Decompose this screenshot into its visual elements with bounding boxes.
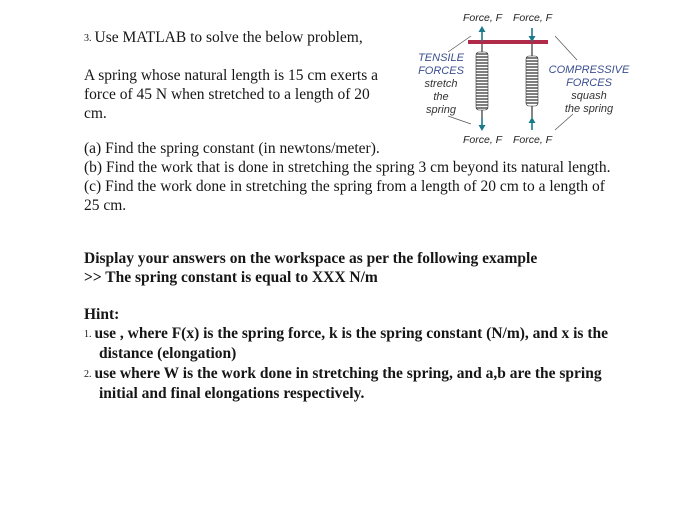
hint-line: use where W is the work done in stretching the spring, and a,b are the spring <box>94 365 602 382</box>
tensile-pointer-top <box>448 36 471 52</box>
hint-number: 2. <box>84 369 92 380</box>
hint-line: use , where F(x) is the spring force, k is the spring constant (N/m), and x is the <box>94 325 609 342</box>
tensile-title: TENSILE <box>418 52 464 64</box>
tensile-desc: spring <box>426 104 456 116</box>
compressive-desc: squash <box>571 90 607 102</box>
statement-line: A spring whose natural length is 15 cm exerts a <box>84 67 379 84</box>
problem-statement <box>84 66 404 123</box>
part-c-cont: 25 cm. <box>84 197 127 214</box>
statement-line: force of 45 N when stretched to a length of 20 <box>84 86 370 103</box>
compressive-pointer-bottom <box>555 114 573 130</box>
bottom-force-right-label: Force, F <box>513 134 553 146</box>
hint-section <box>84 305 684 403</box>
problem-heading <box>84 28 363 48</box>
problem-heading-text: Use MATLAB to solve the below problem, <box>94 29 363 46</box>
tensile-spring <box>476 44 488 118</box>
tensile-desc: stretch <box>424 78 458 90</box>
part-a: (a) Find the spring constant (in newtons/meter). <box>84 140 380 157</box>
compressive-bottom-arrowhead <box>529 117 536 123</box>
top-force-left-label: Force, F <box>463 12 503 24</box>
tensile-pointer-bottom <box>448 116 471 124</box>
tensile-bottom-arrowhead <box>479 125 486 131</box>
hint-line-cont: distance (elongation) <box>99 345 237 362</box>
compressive-pointer-top <box>555 36 577 60</box>
tensile-label <box>411 52 471 117</box>
compressive-label <box>543 64 635 116</box>
bottom-force-left-label: Force, F <box>463 134 503 146</box>
tensile-desc: the <box>433 91 449 103</box>
display-instructions <box>84 249 684 287</box>
statement-line: cm. <box>84 105 107 122</box>
part-b: (b) Find the work that is done in stretching the spring 3 cm beyond its natural length. <box>84 159 611 176</box>
compressive-spring <box>526 44 538 118</box>
tensile-subtitle: FORCES <box>418 65 464 77</box>
part-c: (c) Find the work done in stretching the spring from a length of 20 cm to a length of <box>84 178 605 195</box>
problem-number: 3. <box>84 33 92 44</box>
hint-line-cont: initial and final elongations respectively. <box>99 385 365 402</box>
compressive-subtitle: FORCES <box>566 77 612 89</box>
hint-number: 1. <box>84 329 92 340</box>
top-force-right-label: Force, F <box>513 12 553 24</box>
display-instruction: Display your answers on the workspace as per the following example <box>84 250 538 267</box>
tensile-top-arrowhead <box>479 26 486 32</box>
display-example: >> The spring constant is equal to XXX N/m <box>84 269 378 286</box>
hint-title: Hint: <box>84 306 120 323</box>
spring-diagram <box>405 4 635 152</box>
top-bar <box>468 40 548 44</box>
compressive-desc: the spring <box>564 103 614 115</box>
hint-item <box>84 364 684 403</box>
compressive-title: COMPRESSIVE <box>548 64 630 76</box>
hint-item <box>84 324 684 363</box>
